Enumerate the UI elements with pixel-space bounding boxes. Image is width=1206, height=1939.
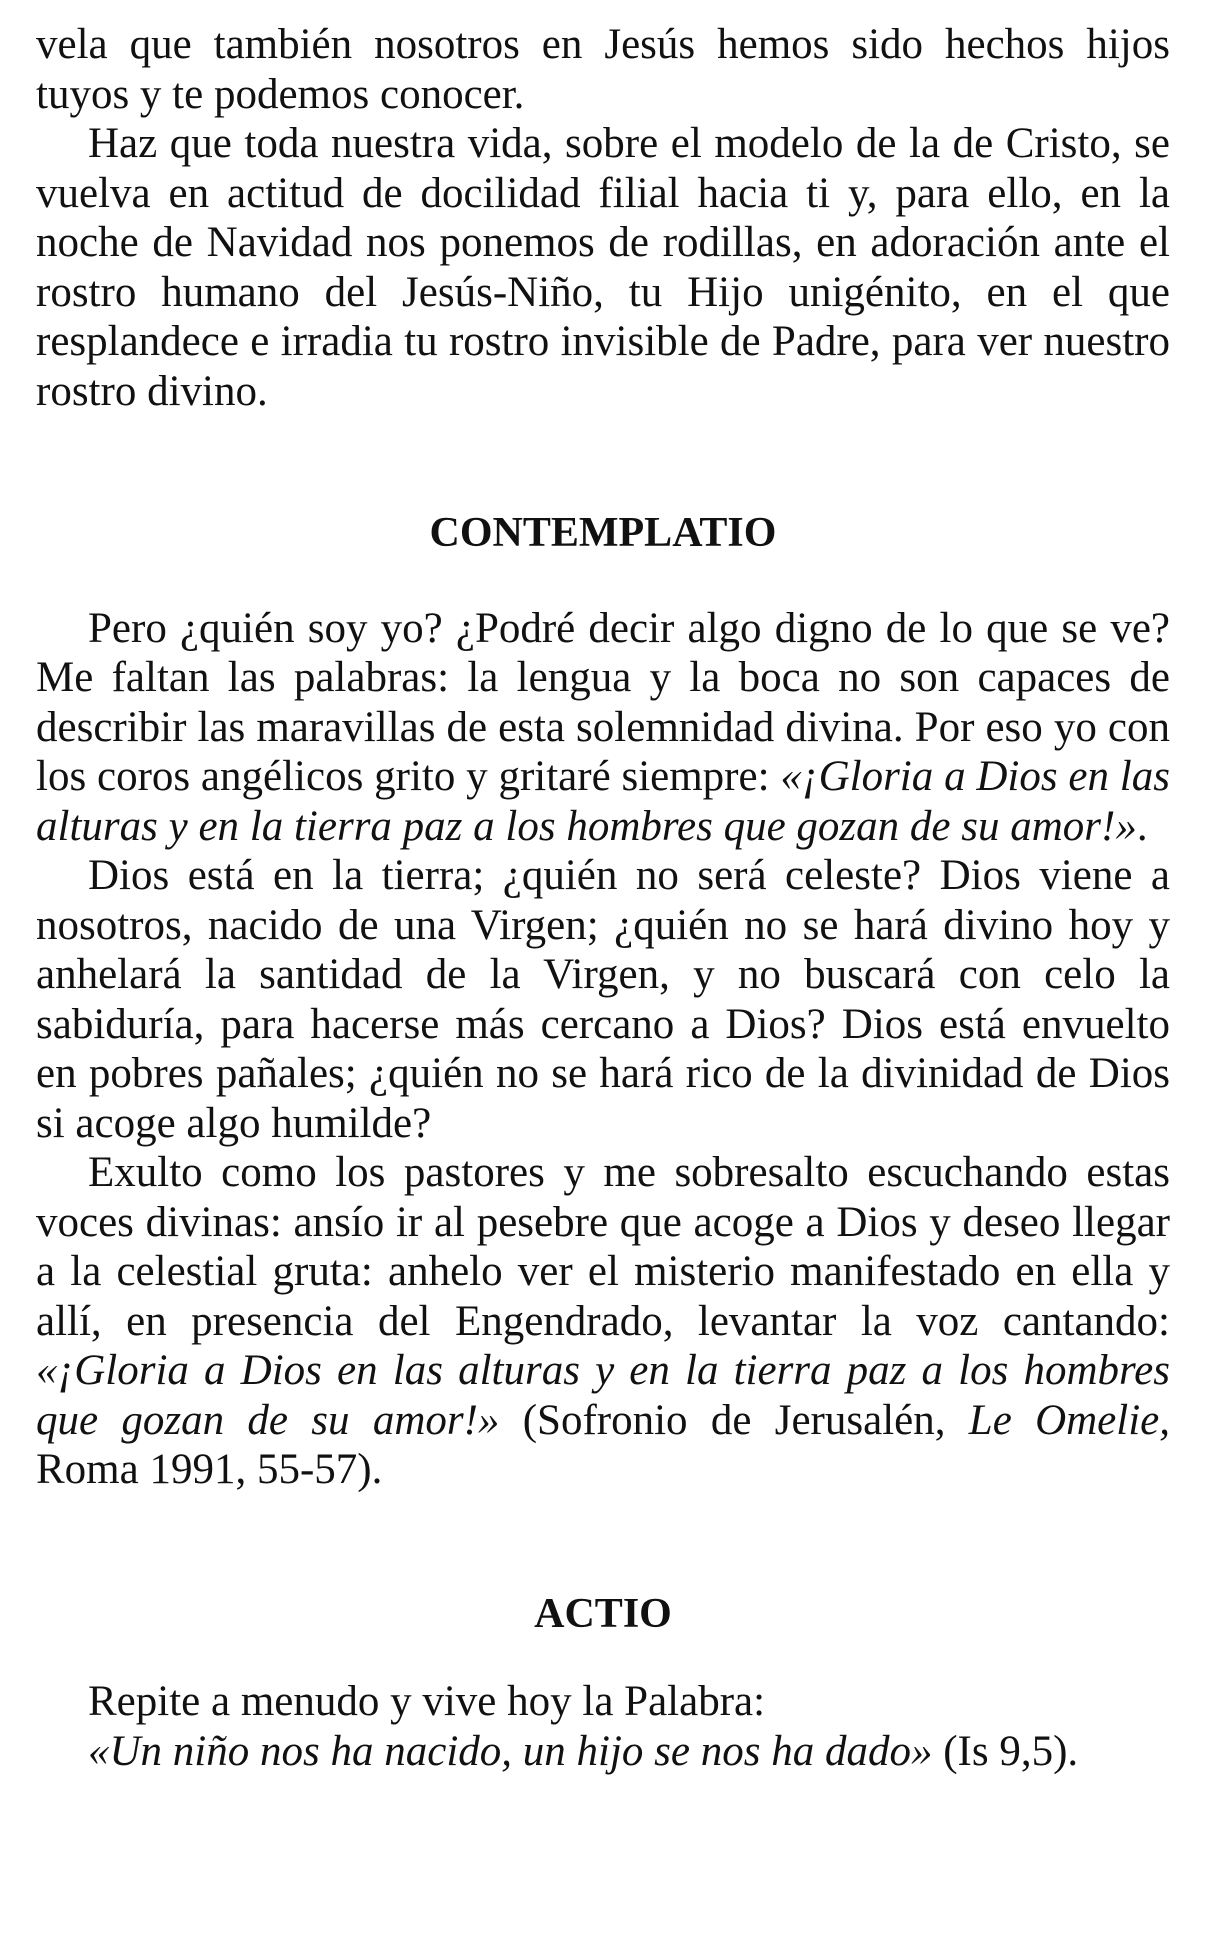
- paragraph-text: Exulto como los pastores y me sobresalto escuchando estas voces divinas: ansío ir al pesebre que acoge a Dios y deseo llegar a la celestial gruta: anhelo ver el misterio manifestado en ella y allí, en presencia del Engendrado, levantar la voz cantando:: [36, 1149, 1170, 1345]
- citation-book-title: Le Omelie,: [968, 1396, 1170, 1444]
- section-heading-actio: ACTIO: [534, 1590, 672, 1637]
- scripture-quote: «Un niño nos ha nacido, un hijo se nos ha dado»: [88, 1727, 933, 1775]
- paragraph-end: .: [1136, 802, 1148, 850]
- gloria-quote: «¡Gloria a Dios en las alturas y en la tierra paz a los hombres que gozan de su amor!»: [36, 753, 1170, 850]
- contemplatio-paragraph-3: [36, 1148, 1170, 1495]
- gloria-quote: «¡Gloria a Dios en las alturas y en la tierra paz a los hombres que gozan de su amor!»: [36, 1347, 1170, 1444]
- document-page: [36, 20, 1170, 1776]
- paragraph-text: Pero ¿quién soy yo? ¿Podré decir algo digno de lo que se ve? Me faltan las palabras: la lengua y la boca no son capaces de describir las maravillas de esta solemnidad divina. Por eso yo con los coros angélicos grito y gritaré siempre:: [36, 604, 1170, 800]
- intro-paragraph: Haz que toda nuestra vida, sobre el modelo de la de Cristo, se vuelva en actitud de docilidad filial hacia ti y, para ello, en la noche de Navidad nos ponemos de rodillas, en adoración ante el rostro humano del Jesús-Niño, tu Hijo unigénito, en el que resplandece e irradia tu rostro invisible de Padre, para ver nuestro rostro divino.: [36, 120, 1170, 415]
- actio-paragraph-2: [36, 1727, 1170, 1777]
- intro-paragraph-continued: vela que también nosotros en Jesús hemos sido hechos hijos tuyos y te podemos conocer.: [36, 21, 1170, 118]
- section-heading-contemplatio: CONTEMPLATIO: [429, 510, 777, 556]
- actio-paragraph-1: Repite a menudo y vive hoy la Palabra:: [88, 1678, 766, 1725]
- contemplatio-paragraph-2: Dios está en la tierra; ¿quién no será celeste? Dios viene a nosotros, nacido de una Virgen; ¿quién no se hará divino hoy y anhelará la santidad de la Virgen, y no buscará con celo la sabiduría, para hacerse más cercano a Dios? Dios está envuelto en pobres pañales; ¿quién no se hará rico de la divinidad de Dios si acoge algo humilde?: [36, 852, 1170, 1147]
- citation-prefix: (Sofronio de Jerusalén,: [499, 1396, 969, 1444]
- citation-suffix: Roma 1991, 55-57).: [36, 1446, 383, 1493]
- contemplatio-paragraph-1: [36, 604, 1170, 852]
- scripture-reference: (Is 9,5).: [932, 1727, 1079, 1775]
